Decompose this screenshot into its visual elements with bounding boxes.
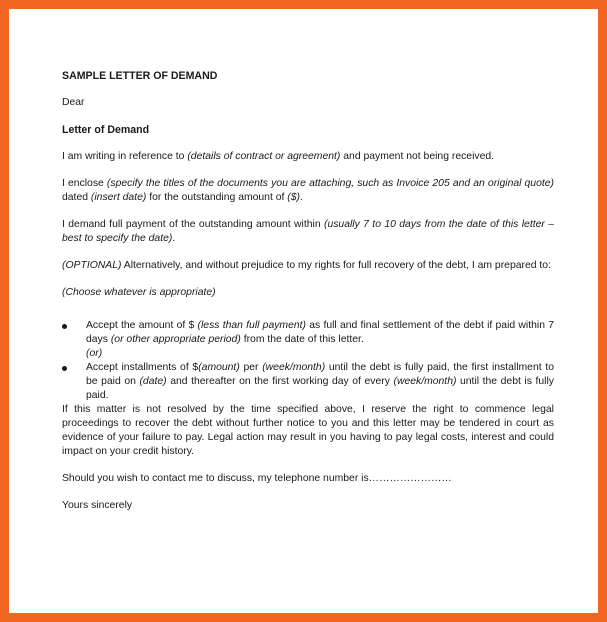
or-separator: (or) bbox=[86, 348, 103, 359]
choose-note: (Choose whatever is appropriate) bbox=[62, 287, 216, 298]
closing: Yours sincerely bbox=[62, 500, 133, 511]
letter-page bbox=[62, 69, 554, 513]
bullet-icon bbox=[62, 366, 67, 371]
paragraph-demand: I demand full payment of the outstanding amount within (usually 7 to 10 days from the date of this letter – best to specify the date). bbox=[62, 219, 554, 244]
paragraph-legal: If this matter is not resolved by the time specified above, I reserve the right to commence legal proceedings to recover the debt without further notice to you and this letter may be tendered in court as evidence of your failure to pay. Legal action may result in you having to pay legal costs, interest and could impact on your credit history. bbox=[62, 404, 554, 457]
paragraph-enclose: I enclose (specify the titles of the documents you are attaching, such as Invoice 205 and an original quote) dated (insert date) for the outstanding amount of ($). bbox=[62, 178, 554, 203]
list-item: Accept installments of $(amount) per (week/month) until the debt is fully paid, the first installment to be paid on (date) and thereafter on the first working day of every (week/month) until the debt is fully paid. bbox=[62, 361, 554, 403]
letter-subject: Letter of Demand bbox=[62, 124, 150, 136]
paragraph-optional: (OPTIONAL) Alternatively, and without prejudice to my rights for full recovery of the debt, I am prepared to: bbox=[62, 260, 551, 271]
bullet-icon bbox=[62, 324, 67, 329]
options-list-continued bbox=[62, 361, 554, 403]
paragraph-contact: Should you wish to contact me to discuss, my telephone number is…………………… bbox=[62, 473, 452, 484]
paragraph-reference: I am writing in reference to (details of contract or agreement) and payment not being received. bbox=[62, 151, 495, 162]
options-list bbox=[62, 319, 554, 347]
list-item: Accept the amount of $ (less than full payment) as full and final settlement of the debt if paid within 7 days (or other appropriate period) from the date of this letter. bbox=[62, 319, 554, 347]
letter-title: SAMPLE LETTER OF DEMAND bbox=[62, 70, 218, 82]
salutation: Dear bbox=[62, 97, 85, 108]
